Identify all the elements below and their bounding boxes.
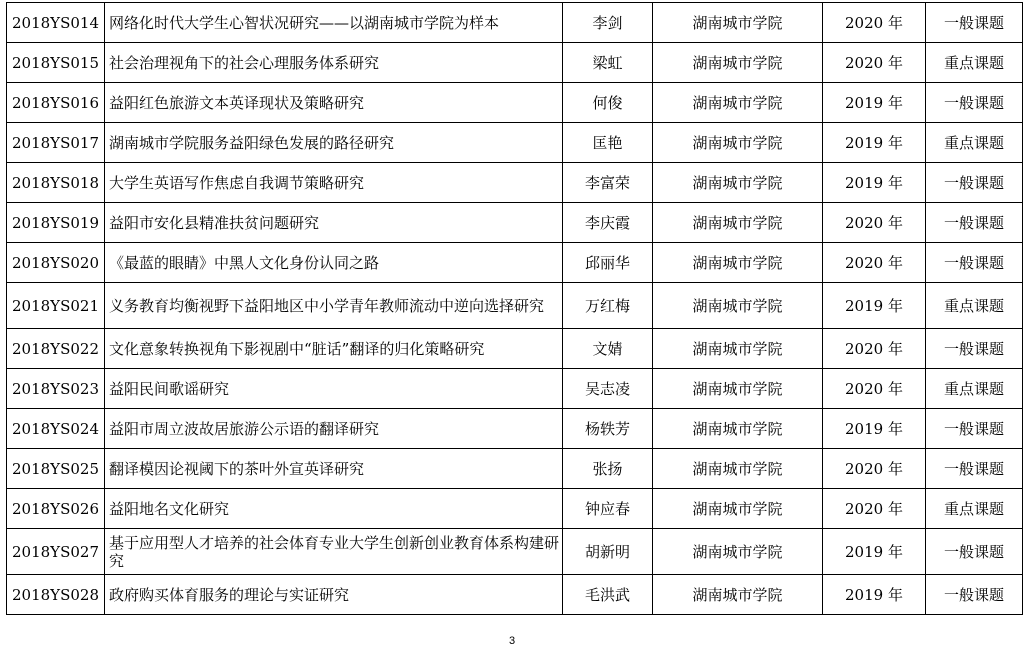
year-cell: 2020 年 [823,243,926,283]
project-title-cell: 益阳市安化县精准扶贫问题研究 [105,203,563,243]
project-type-cell: 一般课题 [926,163,1023,203]
year-cell: 2019 年 [823,529,926,575]
project-id-cell: 2018YS023 [7,369,105,409]
project-type-cell: 重点课题 [926,369,1023,409]
year-cell: 2020 年 [823,369,926,409]
institution-cell: 湖南城市学院 [653,529,823,575]
year-cell: 2020 年 [823,449,926,489]
project-type-cell: 重点课题 [926,43,1023,83]
year-cell: 2020 年 [823,203,926,243]
table-row [7,283,1023,329]
institution-cell: 湖南城市学院 [653,409,823,449]
project-title-cell: 社会治理视角下的社会心理服务体系研究 [105,43,563,83]
author-cell: 邱丽华 [563,243,653,283]
author-cell: 张扬 [563,449,653,489]
table-row [7,529,1023,575]
author-cell: 文婧 [563,329,653,369]
year-cell: 2019 年 [823,575,926,615]
institution-cell: 湖南城市学院 [653,575,823,615]
institution-cell: 湖南城市学院 [653,449,823,489]
project-id-cell: 2018YS027 [7,529,105,575]
table-row [7,369,1023,409]
author-cell: 何俊 [563,83,653,123]
institution-cell: 湖南城市学院 [653,3,823,43]
project-type-cell: 重点课题 [926,489,1023,529]
table-row [7,575,1023,615]
author-cell: 吴志凌 [563,369,653,409]
project-title-cell: 益阳地名文化研究 [105,489,563,529]
table-row [7,203,1023,243]
table-row [7,409,1023,449]
project-type-cell: 一般课题 [926,83,1023,123]
year-cell: 2019 年 [823,83,926,123]
project-id-cell: 2018YS020 [7,243,105,283]
institution-cell: 湖南城市学院 [653,489,823,529]
institution-cell: 湖南城市学院 [653,83,823,123]
project-title-cell: 大学生英语写作焦虑自我调节策略研究 [105,163,563,203]
project-title-cell: 益阳市周立波故居旅游公示语的翻译研究 [105,409,563,449]
author-cell: 李富荣 [563,163,653,203]
project-type-cell: 一般课题 [926,243,1023,283]
project-type-cell: 一般课题 [926,409,1023,449]
project-title-cell: 基于应用型人才培养的社会体育专业大学生创新创业教育体系构建研究 [105,529,563,575]
project-id-cell: 2018YS018 [7,163,105,203]
project-id-cell: 2018YS021 [7,283,105,329]
page-number: 3 [508,635,516,647]
project-id-cell: 2018YS025 [7,449,105,489]
project-type-cell: 一般课题 [926,203,1023,243]
project-id-cell: 2018YS026 [7,489,105,529]
project-type-cell: 一般课题 [926,529,1023,575]
project-title-cell: 网络化时代大学生心智状况研究——以湖南城市学院为样本 [105,3,563,43]
year-cell: 2019 年 [823,409,926,449]
table-row [7,329,1023,369]
project-title-cell: 益阳红色旅游文本英译现状及策略研究 [105,83,563,123]
author-cell: 李剑 [563,3,653,43]
author-cell: 毛洪武 [563,575,653,615]
projects-table-body [7,3,1023,615]
author-cell: 匡艳 [563,123,653,163]
institution-cell: 湖南城市学院 [653,203,823,243]
author-cell: 万红梅 [563,283,653,329]
project-type-cell: 重点课题 [926,283,1023,329]
project-type-cell: 一般课题 [926,3,1023,43]
project-title-cell: 义务教育均衡视野下益阳地区中小学青年教师流动中逆向选择研究 [105,283,563,329]
table-row [7,43,1023,83]
year-cell: 2019 年 [823,163,926,203]
project-id-cell: 2018YS022 [7,329,105,369]
project-id-cell: 2018YS028 [7,575,105,615]
institution-cell: 湖南城市学院 [653,123,823,163]
project-id-cell: 2018YS015 [7,43,105,83]
year-cell: 2019 年 [823,123,926,163]
project-type-cell: 一般课题 [926,575,1023,615]
project-title-cell: 《最蓝的眼睛》中黑人文化身份认同之路 [105,243,563,283]
project-title-cell: 湖南城市学院服务益阳绿色发展的路径研究 [105,123,563,163]
institution-cell: 湖南城市学院 [653,329,823,369]
project-id-cell: 2018YS014 [7,3,105,43]
year-cell: 2020 年 [823,329,926,369]
table-row [7,123,1023,163]
project-title-cell: 文化意象转换视角下影视剧中“脏话”翻译的归化策略研究 [105,329,563,369]
table-row [7,163,1023,203]
project-id-cell: 2018YS024 [7,409,105,449]
projects-table [6,2,1023,615]
project-type-cell: 一般课题 [926,449,1023,489]
project-id-cell: 2018YS016 [7,83,105,123]
project-title-cell: 益阳民间歌谣研究 [105,369,563,409]
year-cell: 2020 年 [823,489,926,529]
institution-cell: 湖南城市学院 [653,369,823,409]
author-cell: 杨轶芳 [563,409,653,449]
author-cell: 李庆霞 [563,203,653,243]
institution-cell: 湖南城市学院 [653,43,823,83]
institution-cell: 湖南城市学院 [653,283,823,329]
project-type-cell: 重点课题 [926,123,1023,163]
institution-cell: 湖南城市学院 [653,243,823,283]
year-cell: 2020 年 [823,3,926,43]
table-row [7,449,1023,489]
year-cell: 2020 年 [823,43,926,83]
project-type-cell: 一般课题 [926,329,1023,369]
author-cell: 胡新明 [563,529,653,575]
table-row [7,3,1023,43]
project-title-cell: 翻译模因论视阈下的茶叶外宣英译研究 [105,449,563,489]
table-row [7,243,1023,283]
year-cell: 2019 年 [823,283,926,329]
author-cell: 钟应春 [563,489,653,529]
project-id-cell: 2018YS017 [7,123,105,163]
project-title-cell: 政府购买体育服务的理论与实证研究 [105,575,563,615]
table-row [7,489,1023,529]
table-row [7,83,1023,123]
author-cell: 梁虹 [563,43,653,83]
project-id-cell: 2018YS019 [7,203,105,243]
institution-cell: 湖南城市学院 [653,163,823,203]
